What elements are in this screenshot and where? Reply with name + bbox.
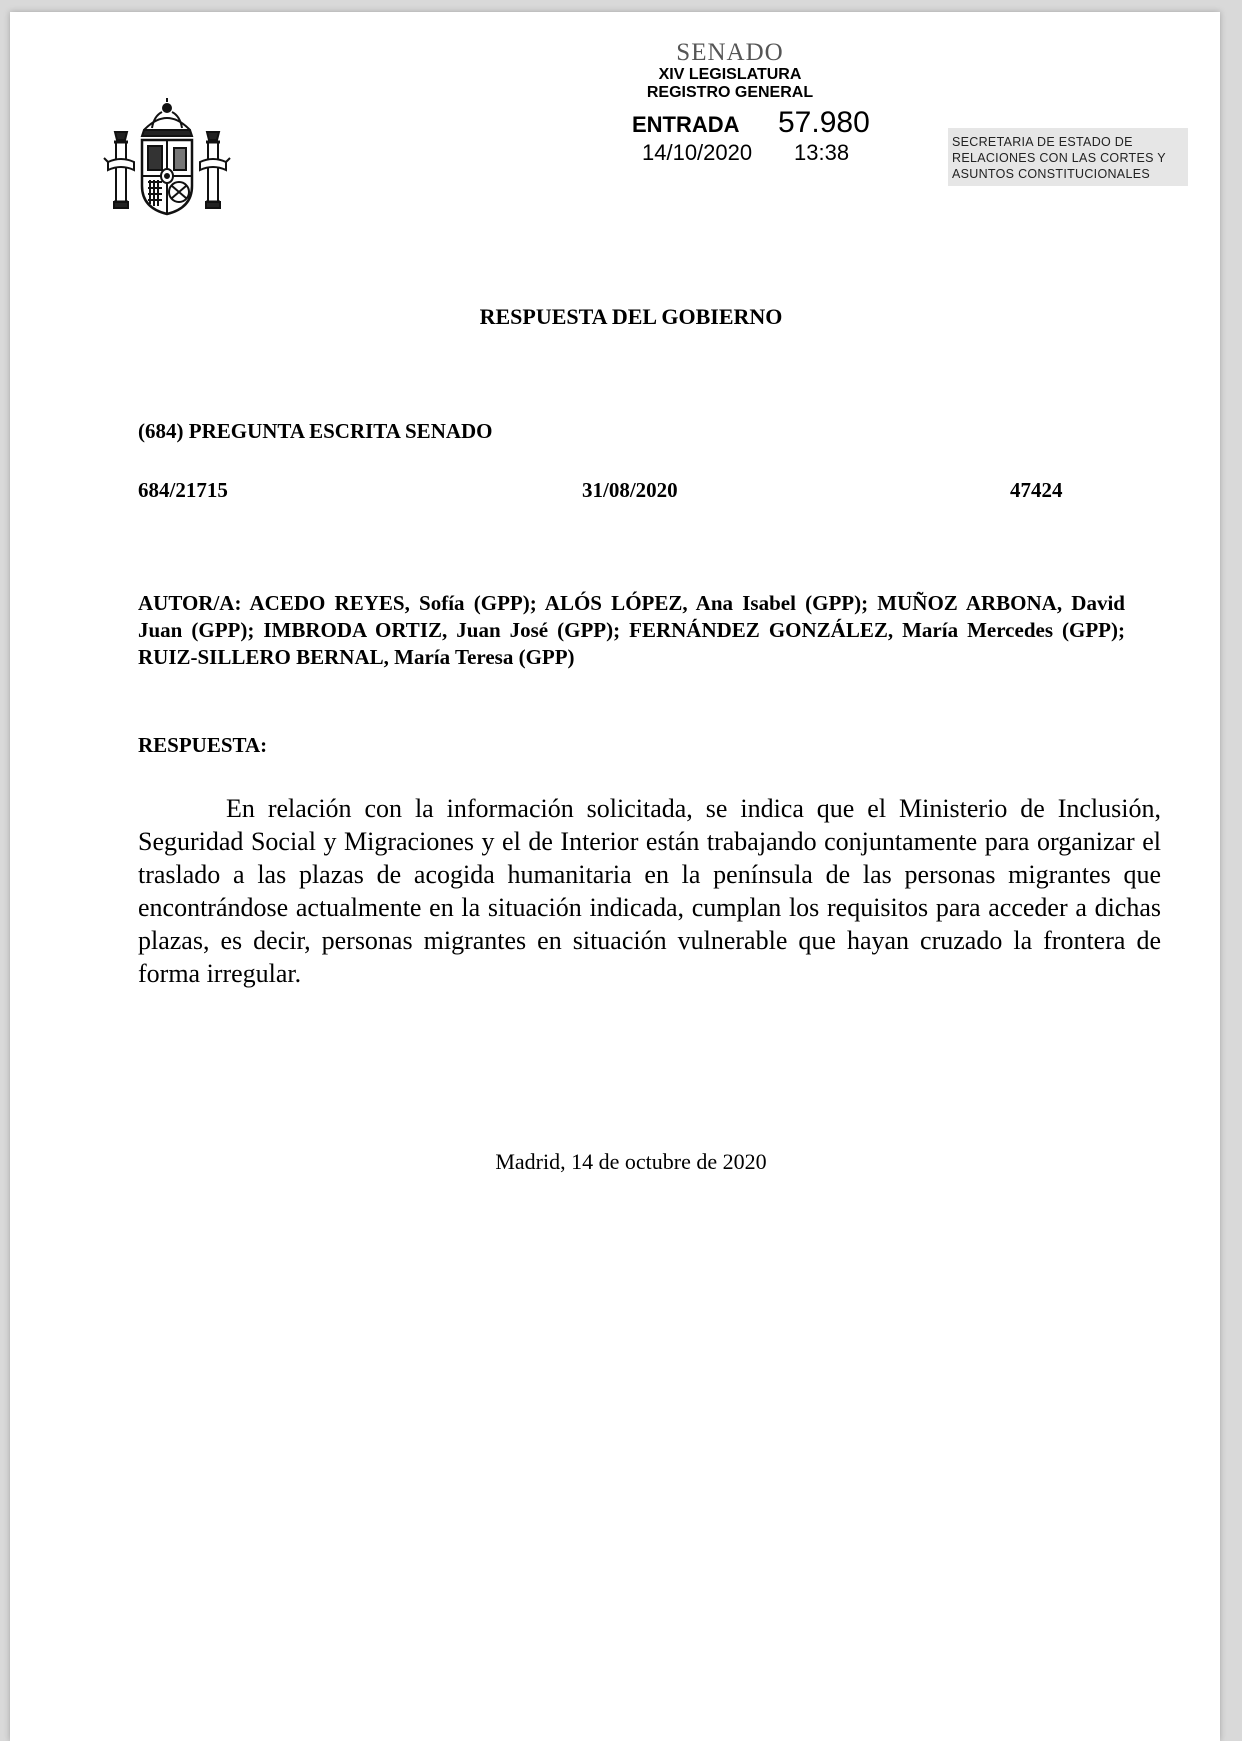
stamp-entry-row <box>570 106 890 140</box>
secretaria-line-3: ASUNTOS CONSTITUCIONALES <box>952 167 1150 181</box>
stamp-entry-label: ENTRADA <box>632 112 740 137</box>
author-list: AUTOR/A: ACEDO REYES, Sofía (GPP); ALÓS LÓPEZ, Ana Isabel (GPP); MUÑOZ ARBONA, David Juan (GPP); IMBRODA ORTIZ, Juan José (GPP); FERNÁNDEZ GONZÁLEZ, María Mercedes (GPP); RUIZ-SILLERO BERNAL, María Teresa (GPP) <box>138 591 1125 669</box>
secretaria-line-1: SECRETARIA DE ESTADO DE <box>952 135 1133 149</box>
place-date: Madrid, 14 de octubre de 2020 <box>495 1149 767 1174</box>
stamp-registry: REGISTRO GENERAL <box>646 84 814 101</box>
question-type: (684) PREGUNTA ESCRITA SENADO <box>138 419 493 443</box>
document-page <box>10 12 1220 1741</box>
stamp-legislature: XIV LEGISLATURA <box>658 66 802 83</box>
stamp-institution: SENADO <box>676 39 784 66</box>
secretaria-box <box>948 128 1188 186</box>
response-label: RESPUESTA: <box>138 733 268 757</box>
stamp-time: 13:38 <box>794 140 850 165</box>
stamp-entry-number: 57.980 <box>778 106 870 139</box>
registry-stamp <box>570 40 890 166</box>
spain-coat-of-arms-icon <box>102 96 232 226</box>
secretaria-line-2: RELACIONES CON LAS CORTES Y <box>952 151 1166 165</box>
reference-code: 47424 <box>1010 478 1063 502</box>
document-title: RESPUESTA DEL GOBIERNO <box>479 304 783 329</box>
stamp-date: 14/10/2020 <box>642 140 753 165</box>
reference-date: 31/08/2020 <box>582 478 678 502</box>
reference-number: 684/21715 <box>138 478 228 502</box>
response-body: En relación con la información solicitada, se indica que el Ministerio de Inclusión, Seguridad Social y Migraciones y el de Interior están trabajando conjuntamente para organizar el traslado a las plazas de acogida humanitaria en la península de las personas migrantes que encontrándose actualmente en la situación indicada, cumplan los requisitos para acceder a dichas plazas, es decir, personas migrantes en situación vulnerable que hayan cruzado la frontera de forma irregular. <box>138 794 1161 988</box>
stamp-datetime-row <box>570 140 890 166</box>
